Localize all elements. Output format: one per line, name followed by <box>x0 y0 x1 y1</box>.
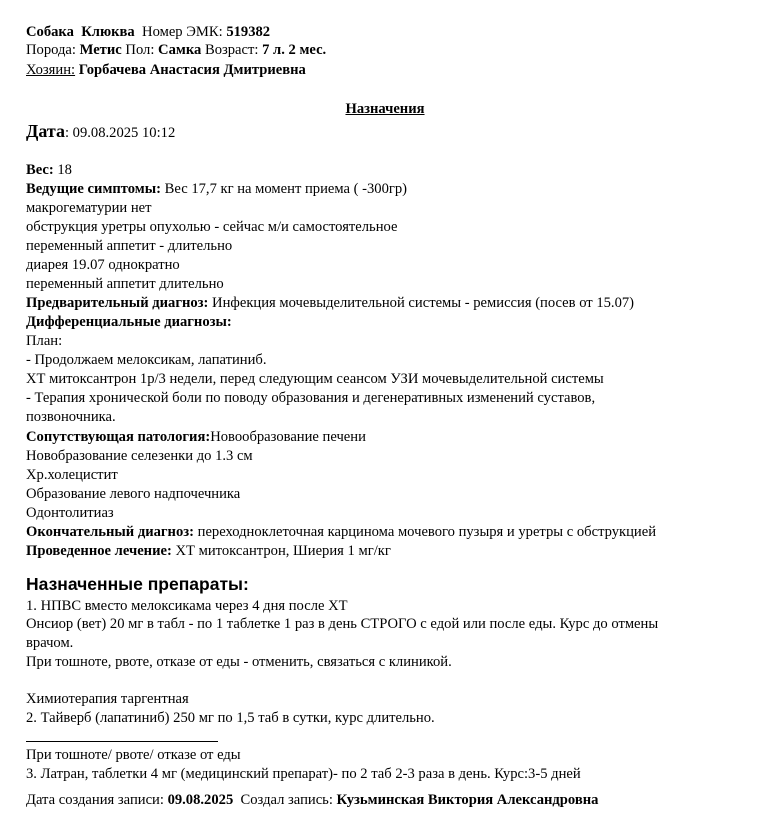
prelim-diagnosis-value: Инфекция мочевыделительной системы - ремиссия (посев от 15.07) <box>208 295 635 311</box>
author-label: Создал запись: <box>233 792 337 808</box>
final-diagnosis-line <box>26 523 656 541</box>
drug-line: 1. НПВС вместо мелоксикама через 4 дня после ХТ <box>26 598 348 614</box>
comorbidity-item: Хр.холецистит <box>26 467 118 483</box>
weight-value: 18 <box>53 162 72 178</box>
emk-label: Номер ЭМК: <box>142 24 223 40</box>
comorbidity-first: Новообразование печени <box>210 429 366 445</box>
age: 7 л. 2 мес. <box>262 42 327 58</box>
owner-line <box>26 61 306 79</box>
species: Собака <box>26 24 74 40</box>
plan-line: План: <box>26 333 63 349</box>
symptom-item: макрогематурии нет <box>26 200 152 216</box>
emk-number: 519382 <box>226 24 271 40</box>
symptom-item: переменный аппетит - длительно <box>26 238 233 254</box>
drug-line: 3. Латран, таблетки 4 мг (медицинский препарат)- по 2 таб 2-3 раза в день. Курс:3-5 дней <box>26 766 581 782</box>
symptom-item: диарея 19.07 однократно <box>26 257 180 273</box>
symptoms-line <box>26 180 407 198</box>
created-date: 09.08.2025 <box>167 792 234 808</box>
date-label: Дата <box>26 121 65 141</box>
comorbidity-item: Одонтолитиаз <box>26 505 114 521</box>
plan-line: позвоночника. <box>26 409 116 425</box>
treatment-value: ХТ митоксантрон, Шиерия 1 мг/кг <box>171 543 391 559</box>
author-name: Кузьминская Виктория Александровна <box>336 792 599 808</box>
plan-line: - Терапия хронической боли по поводу образования и дегенеративных изменений суставов, <box>26 390 596 406</box>
final-diagnosis-value: переходноклеточная карцинома мочевого пузыря и уретры с обструкцией <box>193 524 657 540</box>
breed: Метис <box>79 42 122 58</box>
weight-label: Вес: <box>26 162 54 178</box>
drugs-heading: Назначенные препараты: <box>26 574 249 594</box>
comorbidity-item: Новобразование селезенки до 1.3 см <box>26 448 253 464</box>
diff-diagnosis-line <box>26 313 232 331</box>
comorbidity-label: Сопутствующая патология: <box>26 429 211 445</box>
footer-line <box>26 791 598 809</box>
age-label: Возраст: <box>204 42 259 58</box>
pet-name: Клюква <box>81 24 135 40</box>
drug-line: При тошноте, рвоте, отказе от еды - отменить, связаться с клиникой. <box>26 654 452 670</box>
drug-line: Онсиор (вет) 20 мг в табл - по 1 таблетке 1 раз в день СТРОГО с едой или после еды. Курс до отмены <box>26 616 659 632</box>
breed-label: Порода: <box>26 42 76 58</box>
plan-line: - Продолжаем мелоксикам, лапатиниб. <box>26 352 267 368</box>
created-label: Дата создания записи: <box>26 792 168 808</box>
sex: Самка <box>158 42 202 58</box>
symptoms-label: Ведущие симптомы: <box>26 181 161 197</box>
treatment-label: Проведенное лечение: <box>26 543 172 559</box>
final-diagnosis-label: Окончательный диагноз: <box>26 524 194 540</box>
symptom-item: переменный аппетит длительно <box>26 276 224 292</box>
divider <box>26 741 218 742</box>
comorbidity-item: Образование левого надпочечника <box>26 486 241 502</box>
diff-diagnosis-label: Дифференциальные диагнозы: <box>26 314 232 330</box>
drug-line: врачом. <box>26 635 74 651</box>
owner-name: Горбачева Анастасия Дмитриевна <box>78 62 306 78</box>
plan-line: ХТ митоксантрон 1р/3 недели, перед следующим сеансом УЗИ мочевыделительной системы <box>26 371 604 387</box>
section-title: Назначения <box>345 101 425 117</box>
breed-line <box>26 41 326 59</box>
sex-label: Пол: <box>125 42 155 58</box>
prelim-diagnosis-line <box>26 294 634 312</box>
date-value: : 09.08.2025 10:12 <box>64 125 176 141</box>
symptoms-first: Вес 17,7 кг на момент приема ( -300гр) <box>160 181 408 197</box>
drug-line: Химиотерапия таргентная <box>26 691 189 707</box>
visit-date-line <box>26 121 175 143</box>
prelim-diagnosis-label: Предварительный диагноз: <box>26 295 209 311</box>
drug-line: 2. Тайверб (лапатиниб) 250 мг по 1,5 таб в сутки, курс длительно. <box>26 710 435 726</box>
owner-label: Хозяин: <box>26 62 76 78</box>
symptom-item: обструкция уретры опухолью - сейчас м/и самостоятельное <box>26 219 398 235</box>
weight-line <box>26 161 72 179</box>
drug-line: При тошноте/ рвоте/ отказе от еды <box>26 747 241 763</box>
patient-line <box>26 23 270 41</box>
treatment-line <box>26 542 391 560</box>
comorbidity-line <box>26 428 366 446</box>
